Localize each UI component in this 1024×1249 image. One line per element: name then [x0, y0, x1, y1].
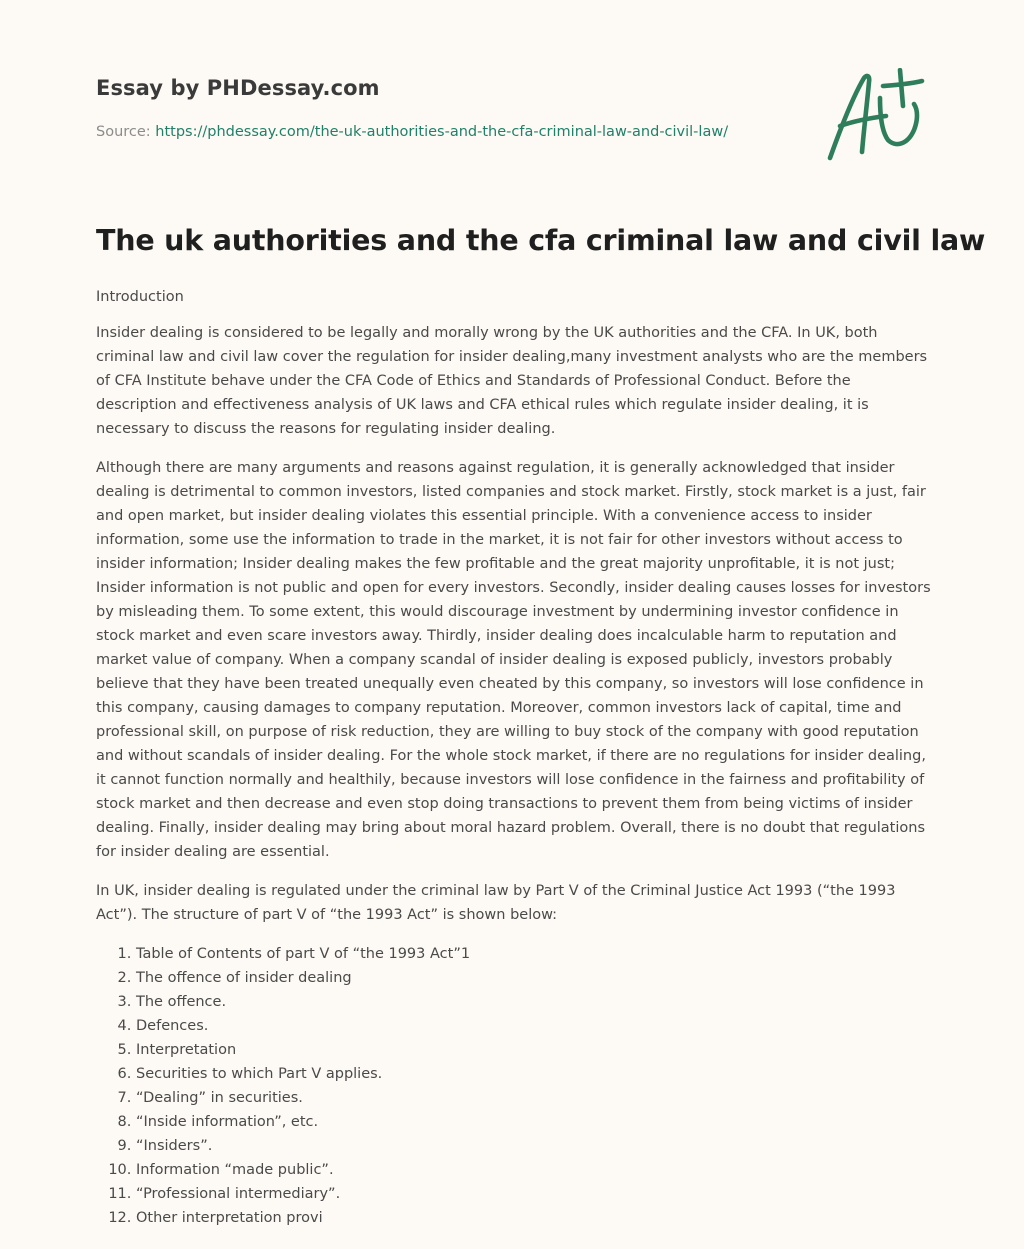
- source-link[interactable]: https://phdessay.com/the-uk-authorities-and-the-cfa-criminal-law-and-civil-law/: [155, 124, 729, 140]
- article-title: The uk authorities and the cfa criminal law and civil law: [96, 224, 986, 257]
- list-item: 8. “Inside information”, etc.: [136, 1110, 932, 1134]
- source-line: [96, 124, 728, 140]
- article-body: [96, 285, 932, 1230]
- a-plus-logo-icon: [826, 68, 926, 164]
- list-item: 9. “Insiders”.: [136, 1134, 932, 1158]
- paragraph: Although there are many arguments and reasons against regulation, it is generally acknowledged that insider dealing is detrimental to common investors, listed companies and stock market. Firstly, stock market is a just, fair and open market, but insider dealing violates this essential principle. With a convenience access to insider information, some use the information to trade in the market, it is not fair for other investors without access to insider information; Insider dealing makes the few profitable and the great majority unprofitable, it is not just; Insider information is not public and open for every investors. Secondly, insider dealing causes losses for investors by misleading them. To some extent, this would discourage investment by undermining investor confidence in stock market and even scare investors away. Thirdly, insider dealing does incalculable harm to reputation and market value of company. When a company scandal of insider dealing is exposed publicly, investors probably believe that they have been treated unequally even cheated by this company, so investors will lose confidence in this company, causing damages to company reputation. Moreover, common investors lack of capital, time and professional skill, on purpose of risk reduction, they are willing to buy stock of the company with good reputation and without scandals of insider dealing. For the whole stock market, if there are no regulations for insider dealing, it cannot function normally and healthily, because investors will lose confidence in the fairness and profitability of stock market and then decrease and even stop doing transactions to prevent them from being victims of insider dealing. Finally, insider dealing may bring about moral hazard problem. Overall, there is no doubt that regulations for insider dealing are essential.: [96, 460, 931, 860]
- list-item: 4. Defences.: [136, 1014, 932, 1038]
- list-item: 5. Interpretation: [136, 1038, 932, 1062]
- paragraph: Insider dealing is considered to be legally and morally wrong by the UK authorities and the CFA. In UK, both criminal law and civil law cover the regulation for insider dealing,many investment analysts who are the members of CFA Institute behave under the CFA Code of Ethics and Standards of Professional Conduct. Before the description and effectiveness analysis of UK laws and CFA ethical rules which regulate insider dealing, it is necessary to discuss the reasons for regulating insider dealing.: [96, 325, 928, 437]
- source-label: Source:: [96, 124, 156, 140]
- list-item: 6. Securities to which Part V applies.: [136, 1062, 932, 1086]
- intro-heading: Introduction: [96, 289, 184, 305]
- list-item: 11. “Professional intermediary”.: [136, 1182, 932, 1206]
- list-item: 12. Other interpretation provi: [136, 1206, 932, 1230]
- list-item: 3. The offence.: [136, 990, 932, 1014]
- list-item: 2. The offence of insider dealing: [136, 966, 932, 990]
- list-item: 1. Table of Contents of part V of “the 1993 Act”1: [136, 942, 932, 966]
- list-item: 7. “Dealing” in securities.: [136, 1086, 932, 1110]
- contents-list: [96, 942, 932, 1230]
- site-brand: Essay by PHDessay.com: [96, 76, 380, 100]
- paragraph: In UK, insider dealing is regulated under the criminal law by Part V of the Criminal Justice Act 1993 (“the 1993 Act”). The structure of part V of “the 1993 Act” is shown below:: [96, 883, 896, 923]
- list-item: 10. Information “made public”.: [136, 1158, 932, 1182]
